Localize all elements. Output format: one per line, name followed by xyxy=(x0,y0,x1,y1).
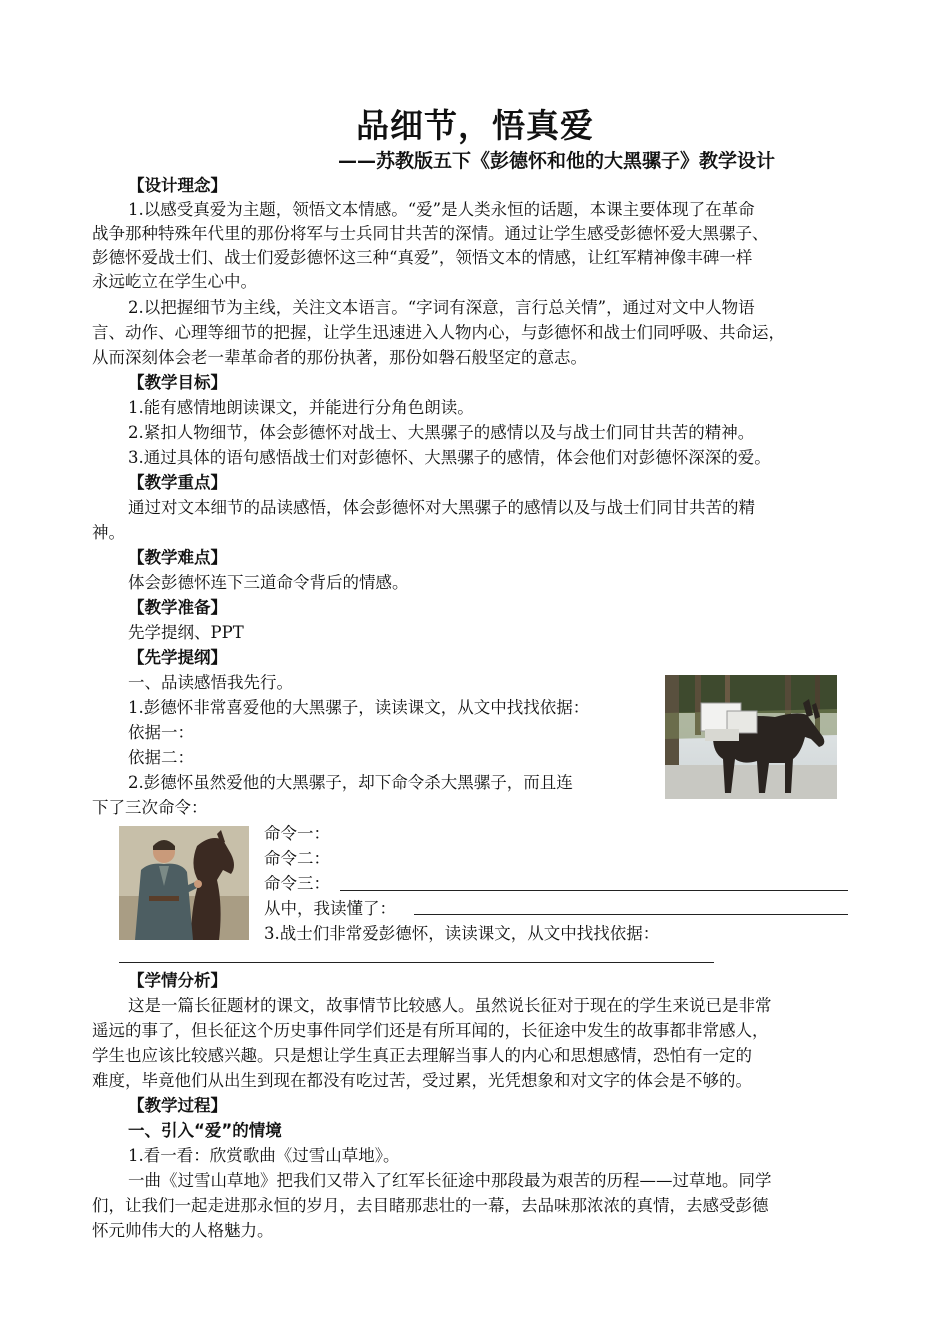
section-heading-difficulty: 【教学难点】 xyxy=(128,548,227,567)
outline-question: 1.彭德怀非常喜爱他的大黑骡子，读读课文，从文中找找依据： xyxy=(128,698,590,717)
paragraph-line: 先学提纲、PPT xyxy=(128,623,244,642)
goal-item: 1.能有感情地朗读课文，并能进行分角色朗读。 xyxy=(128,398,474,417)
section-heading-analysis: 【学情分析】 xyxy=(128,971,227,990)
outline-part: 一、品读感悟我先行。 xyxy=(128,673,293,692)
paragraph-line: 一曲《过雪山草地》把我们又带入了红军长征途中那段最为艰苦的历程——过草地。同学 xyxy=(128,1171,772,1190)
paragraph-line: 从而深刻体会老一辈革命者的那份执著，那份如磐石般坚定的意志。 xyxy=(92,348,587,367)
paragraph-line: 体会彭德怀连下三道命令背后的情感。 xyxy=(128,573,409,592)
paragraph-line: 怀元帅伟大的人格魅力。 xyxy=(92,1221,274,1240)
answer-blank[interactable] xyxy=(414,914,848,915)
goal-item: 2.紧扣人物细节，体会彭德怀对战士、大黑骡子的感情以及与战士们同甘共苦的精神。 xyxy=(128,423,755,442)
outline-basis: 依据一： xyxy=(128,723,194,742)
paragraph-line: 彭德怀爱战士们、战士们爱彭德怀这三种“真爱”，领悟文本的情感，让红军精神像丰碑一样 xyxy=(92,248,753,267)
soldier-with-horse-illustration xyxy=(119,826,249,940)
answer-blank[interactable] xyxy=(340,890,848,891)
process-part-heading: 一、引入“爱”的情境 xyxy=(128,1121,282,1140)
paragraph-line: 2.以把握细节为主线，关注文本语言。“字词有深意，言行总关情”，通过对文中人物语 xyxy=(128,298,755,317)
outline-question: 2.彭德怀虽然爱他的大黑骡子，却下命令杀大黑骡子，而且连 xyxy=(128,773,573,792)
paragraph-line: 战争那种特殊年代里的那份将军与士兵同甘共苦的深情。通过让学生感受彭德怀爱大黑骡子、 xyxy=(92,224,769,243)
process-step: 1.看一看：欣赏歌曲《过雪山草地》。 xyxy=(128,1146,400,1165)
page-subtitle: ——苏教版五下《彭德怀和他的大黑骡子》教学设计 xyxy=(338,150,776,172)
paragraph-line: 言、动作、心理等细节的把握，让学生迅速进入人物内心，与彭德怀和战士们同呼吸、共命运， xyxy=(92,323,785,342)
page-title: 品细节，悟真爱 xyxy=(356,106,594,145)
peng-dehuai-painting xyxy=(119,826,249,940)
paragraph-line: 遥远的事了，但长征这个历史事件同学们还是有所耳闻的，长征途中发生的故事都非常感人， xyxy=(92,1021,769,1040)
order-label: 命令三： xyxy=(264,874,330,893)
order-label: 命令一： xyxy=(264,824,330,843)
paragraph-line: 神。 xyxy=(92,523,125,542)
section-heading-preparation: 【教学准备】 xyxy=(128,598,227,617)
section-heading-design-concept: 【设计理念】 xyxy=(128,176,227,195)
outline-question: 下了三次命令： xyxy=(92,798,208,817)
paragraph-line: 通过对文本细节的品读感悟，体会彭德怀对大黑骡子的感情以及与战士们同甘共苦的精 xyxy=(128,498,755,517)
section-heading-key-point: 【教学重点】 xyxy=(128,473,227,492)
paragraph-line: 学生也应该比较感兴趣。只是想让学生真正去理解当事人的内心和思想感情，恐怕有一定的 xyxy=(92,1046,752,1065)
answer-blank[interactable] xyxy=(119,962,714,963)
paragraph-line: 这是一篇长征题材的课文，故事情节比较感人。虽然说长征对于现在的学生来说已是非常 xyxy=(128,996,772,1015)
outline-question: 3.战士们非常爱彭德怀，读读课文，从文中找找依据： xyxy=(264,924,660,943)
section-heading-goals: 【教学目标】 xyxy=(128,373,227,392)
paragraph-line: 难度，毕竟他们从出生到现在都没有吃过苦，受过累，光凭想象和对文字的体会是不够的。 xyxy=(92,1071,752,1090)
order-label: 命令二： xyxy=(264,849,330,868)
paragraph-line: 们，让我们一起走进那永恒的岁月，去目睹那悲壮的一幕，去品味那浓浓的真情，去感受彭德 xyxy=(92,1196,769,1215)
mule-illustration xyxy=(665,675,837,799)
section-heading-process: 【教学过程】 xyxy=(128,1096,227,1115)
goal-item: 3.通过具体的语句感悟战士们对彭德怀、大黑骡子的感情，体会他们对彭德怀深深的爱。 xyxy=(128,448,771,467)
paragraph-line: 1.以感受真爱为主题，领悟文本情感。“爱”是人类永恒的话题，本课主要体现了在革命 xyxy=(128,200,755,219)
outline-basis: 依据二： xyxy=(128,748,194,767)
mule-photo xyxy=(665,675,837,799)
paragraph-line: 永远屹立在学生心中。 xyxy=(92,272,257,291)
section-heading-pre-outline: 【先学提纲】 xyxy=(128,648,227,667)
understood-label: 从中，我读懂了： xyxy=(264,899,396,918)
